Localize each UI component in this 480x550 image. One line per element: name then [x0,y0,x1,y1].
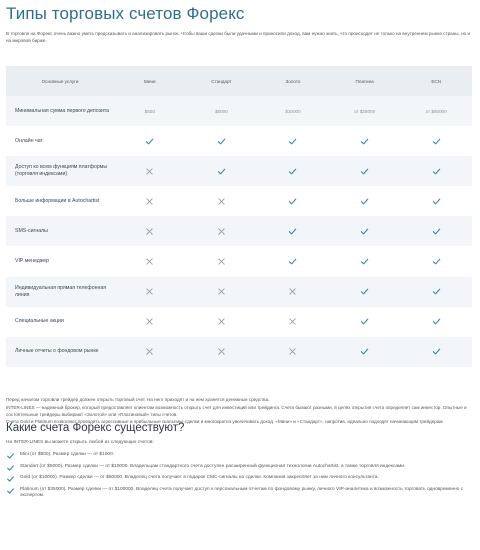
feature-label: Минимальная сумма первого депозита [6,96,114,126]
cross-icon [288,289,297,294]
check-icon [360,259,369,264]
cross-icon [145,349,154,354]
check-icon [432,349,441,354]
header-standard: Стандарт [186,66,258,96]
account-types-list [6,452,472,505]
check-icon [288,229,297,234]
page-title: Типы торговых счетов Форекс [6,4,245,23]
header-mini: Мини [114,66,186,96]
check-icon [432,259,441,264]
cell-platinum [329,186,401,216]
check-icon [432,138,441,143]
list-item [6,452,472,459]
cell-mini [114,337,186,367]
cell-gold [257,156,329,186]
cell-mini [114,156,186,186]
paragraph-gold-platinum: Счета Gold и Platinum позволяют проводить агрессивные и прибыльные скальпинг-сделки и многократно увеличивать доход. «Мини» и «Стандарт», напротив, идеально подходят начинающим трейдерам. [6,419,444,424]
list-item-text: Mini (от $500). Размер сделки — от $1000. [20,452,115,457]
cell-mini [114,186,186,216]
cell-ecn [400,126,472,156]
check-icon [145,138,154,143]
cross-icon [145,319,154,324]
cell-mini [114,216,186,246]
table-row [6,307,472,337]
cell-mini [114,246,186,276]
cross-icon [217,199,226,204]
check-icon [288,138,297,143]
cross-icon [217,289,226,294]
check-icon [432,319,441,324]
check-icon [360,199,369,204]
cell-standard [186,246,258,276]
cell-mini [114,307,186,337]
table-row [6,96,472,126]
cell-ecn [400,186,472,216]
check-icon [288,259,297,264]
cell-gold [257,307,329,337]
list-item [6,464,472,471]
cell-ecn [400,246,472,276]
deposit-value-ecn: от $50000 [400,96,472,126]
feature-label: Специальные акции [6,307,114,337]
account-comparison-table [6,66,472,367]
cell-mini [114,277,186,307]
table-row [6,186,472,216]
intro-paragraph: В торговле на Форекс очень важно уметь предсказывать и анализировать рынок. Чтобы ваши сделки были удачными и приносили доход, вам нужно знать, что происходит не только на внутреннем рынке страны, но и на мировой бирже. [6,31,471,43]
check-icon [6,452,15,460]
section-heading: Какие счета Форекс существуют? [6,422,185,434]
list-item-text: Standart (от $5000). Размер сделки — от $10000. Владельцам стандартного счета доступен расширенный функционал технологии Autochartist, а также торговля индексами. [20,463,406,469]
list-item [6,487,472,500]
cell-ecn [400,277,472,307]
deposit-value-platinum: от $25000 [329,96,401,126]
feature-label: Доступ ко всем функциям платформы (торговля индексами) [6,156,114,186]
header-ecn: ECN [400,66,472,96]
cell-standard [186,216,258,246]
check-icon [432,229,441,234]
check-icon [432,289,441,294]
deposit-value-standard: $5000 [186,96,258,126]
check-icon [217,168,226,173]
table-row [6,126,472,156]
cell-ecn [400,216,472,246]
table-row [6,337,472,367]
cell-platinum [329,277,401,307]
check-icon [6,464,15,472]
cell-gold [257,246,329,276]
check-icon [360,229,369,234]
cross-icon [288,319,297,324]
check-icon [360,349,369,354]
cross-icon [217,229,226,234]
cell-platinum [329,307,401,337]
table-row [6,156,472,186]
list-item-text: Gold (от $10000). Размер сделки — от $50000. Владелец счета получает в подарок СМС-сигналы на сделки. Компания закрепляет за ним личного консультанта. [20,475,379,481]
check-icon [6,475,15,483]
paragraph-account-intro: Перед началом торговли трейдер должен открыть торговый счет. На него приходят и на нем хранятся денежные средства. [6,397,270,402]
feature-label: Индивидуальная прямая телефонная линия [6,277,114,307]
check-icon [288,199,297,204]
table-row [6,246,472,276]
cell-platinum [329,216,401,246]
check-icon [360,319,369,324]
section-lead: На INTER-LINES вы можете открыть любой из следующих счетов: [6,440,154,445]
feature-label: Личные отчеты о фондовом рынке [6,337,114,367]
check-icon [360,289,369,294]
header-services: Основные услуги [6,66,114,96]
cross-icon [288,349,297,354]
cell-gold [257,126,329,156]
cell-standard [186,277,258,307]
header-platinum: Платина [329,66,401,96]
table-header-row [6,66,472,96]
cross-icon [145,259,154,264]
check-icon [6,487,15,495]
table-row [6,277,472,307]
deposit-value-mini: $500 [114,96,186,126]
cell-ecn [400,337,472,367]
cell-gold [257,337,329,367]
table-row [6,216,472,246]
check-icon [432,199,441,204]
cell-standard [186,186,258,216]
cross-icon [145,289,154,294]
cell-platinum [329,246,401,276]
cell-platinum [329,337,401,367]
cross-icon [217,259,226,264]
cell-standard [186,156,258,186]
check-icon [360,138,369,143]
cell-ecn [400,156,472,186]
header-gold: Золото [257,66,329,96]
cell-standard [186,126,258,156]
feature-label: Больше информации в Autochartist [6,186,114,216]
cell-gold [257,277,329,307]
check-icon [217,138,226,143]
cell-standard [186,307,258,337]
check-icon [360,168,369,173]
check-icon [432,168,441,173]
cell-platinum [329,126,401,156]
feature-label: Онлайн чат [6,126,114,156]
feature-label: SMS-сигналы [6,216,114,246]
cross-icon [145,229,154,234]
cell-ecn [400,307,472,337]
cell-gold [257,186,329,216]
cell-standard [186,337,258,367]
cross-icon [217,349,226,354]
cell-mini [114,126,186,156]
check-icon [288,168,297,173]
cross-icon [145,168,154,173]
cell-platinum [329,156,401,186]
list-item [6,475,472,482]
feature-label: VIP менеджер [6,246,114,276]
cell-gold [257,216,329,246]
paragraph-broker: INTER-LINES — надежный брокер, который предоставляет клиентам возможность открыть счет для инвестиций или трейдинга. Счета бывают разными, в целях открытия счета определяет сам инвестор. Опытные и состоятельные трейдеры выбирают «Золотой» или «Платиновый» типы счетов. [6,405,467,417]
cross-icon [217,319,226,324]
cross-icon [145,199,154,204]
deposit-value-gold: $10000 [257,96,329,126]
list-item-text: Platinum (от $35000). Размер сделки — от $100000. Владелец счета получает доступ к персональным отчетам по фондовому рынку, личного VIP-аналитика и возможность торговать одновременно с экспертом. [20,486,464,499]
